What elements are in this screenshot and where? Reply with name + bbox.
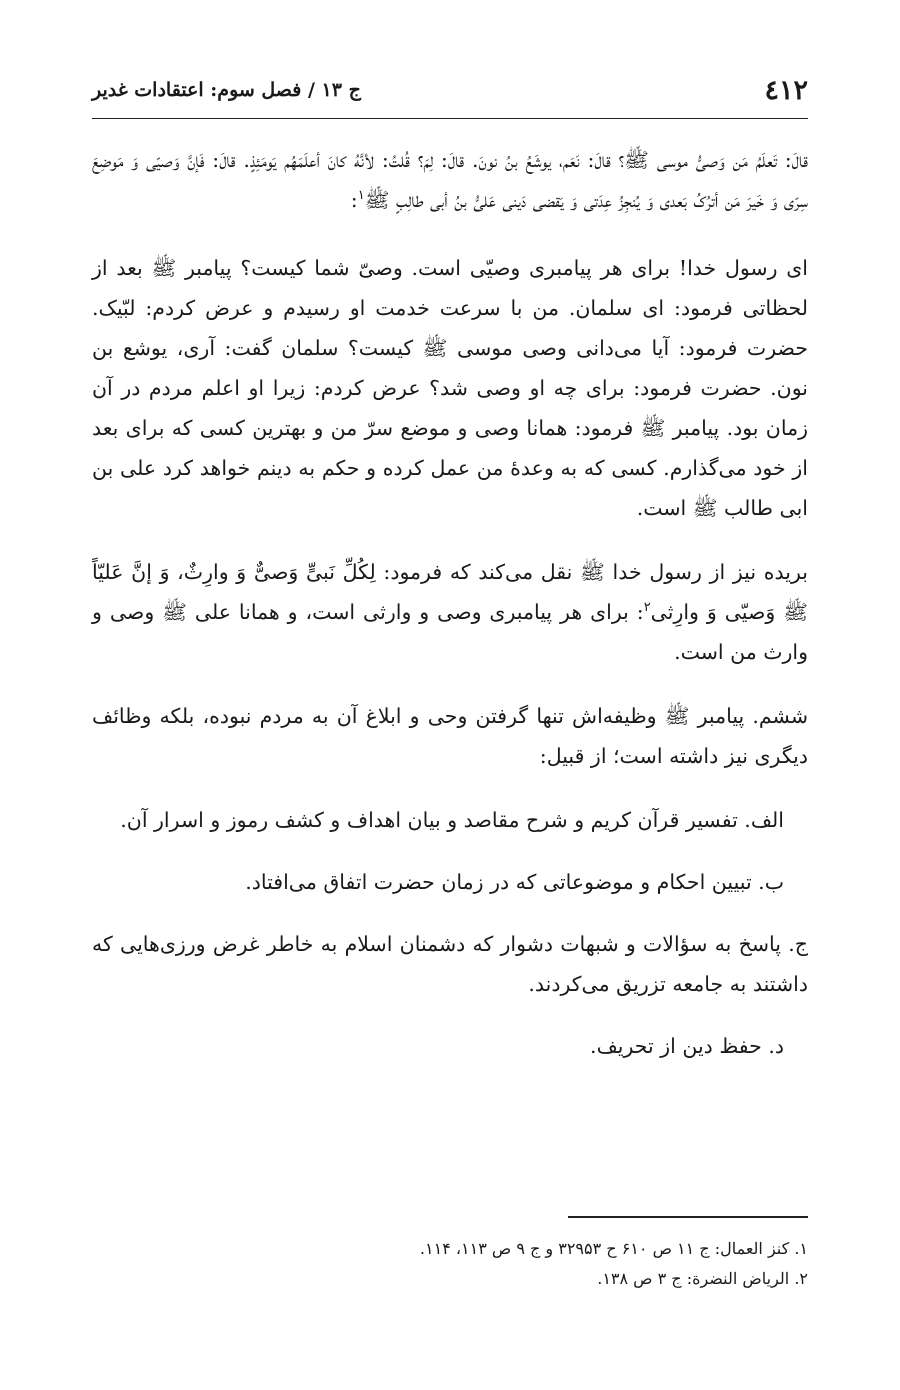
arabic-quote-text: قالَ: تَعلَمُ مَن وَصیُّ موسی ﷺ؟ قالَ: نَعَم، یوشَعُ بنُ نونَ. قالَ: لِمَ؟ قُلتُ: لأنَّهُ کانَ أعلَمَهُم یَومَئِذٍ. قالَ: فَإنَّ وَصیّی وَ مَوضِعَ سِرّی وَ خَیرَ مَن أترُکُ بَعدی وَ یُنجِزُ عِدَتی وَ یَقضی دَینی عَلیُّ بنُ أبی طالِبٍ ﷺ <box>92 148 808 212</box>
footnote-1: ۱. کنز العمال: ج ۱۱ ص ۶۱۰ ح ۳۲۹۵۳ و ج ۹ ص ۱۱۳، ۱۱۴. <box>419 1239 808 1258</box>
arabic-quote-paragraph <box>92 140 808 220</box>
list-item-dal: د. حفظ دین از تحریف. <box>590 1034 784 1058</box>
sixth-point-paragraph: ششم. پیامبر ﷺ وظیفه‌اش تنها گرفتن وحی و ابلاغ آن به مردم نبوده، بلکه وظائف دیگری نیز داشته است؛ از قبیل: <box>92 704 808 768</box>
page-header <box>92 62 808 119</box>
footnote-2: ۲. الریاض النضرة: ج ۳ ص ۱۳۸. <box>597 1269 808 1288</box>
footnotes <box>92 1234 808 1294</box>
translation-paragraph: ای رسول خدا! برای هر پیامبری وصیّی است. وصیّ شما کیست؟ پیامبر ﷺ بعد از لحظاتی فرمود: ای سلمان. من با سرعت خدمت او رسیدم و عرض کردم: لبّیک. حضرت فرمود: آیا می‌دانی وصی موسی ﷺ کیست؟ سلمان گفت: آری، یوشع بن نون. حضرت فرمود: برای چه او وصی شد؟ عرض کردم: زیرا او اعلم مردم در آن زمان بود. پیامبر ﷺ فرمود: همانا وصی و موضع سرّ من و بهترین کسی که برای بعد از خود می‌گذارم. کسی که به وعدهٔ من عمل کرده و حکم به دینم خواهد کرد علی بن ابی طالب ﷺ است. <box>92 256 808 520</box>
page-body <box>92 140 808 1088</box>
list-item-jim: ج. پاسخ به سؤالات و شبهات دشوار که دشمنان اسلام به خاطر غرض ورزی‌هایی که داشتند به جامعه تزریق می‌کردند. <box>92 932 808 996</box>
buraida-paragraph <box>92 552 808 672</box>
footnote-ref-1: ۱ <box>357 188 365 204</box>
running-title: ج ۱۳ / فصل سوم: اعتقادات غدیر <box>92 79 361 101</box>
arabic-quote-end: : <box>350 188 358 212</box>
list-item-alef: الف. تفسیر قرآن کریم و شرح مقاصد و بیان اهداف و کشف رموز و اسرار آن. <box>120 808 784 832</box>
page-number: ٤١٢ <box>764 74 808 106</box>
buraida-text-a: بریده نیز از رسول خدا ﷺ نقل می‌کند که فرمود: لِکُلِّ نَبیٍّ وَصیٌّ وَ وارِثٌ، وَ إنَّ عَلیّاً ﷺ وَصیّی وَ وارِثی <box>92 560 808 624</box>
list-item-be: ب. تبیین احکام و موضوعاتی که در زمان حضرت اتفاق می‌افتاد. <box>245 870 784 894</box>
footnote-divider <box>568 1216 808 1218</box>
footnote-ref-2: ۲ <box>643 600 651 616</box>
buraida-text-b: : برای هر پیامبری وصی و وارثی است، و همانا علی ﷺ وصی و وارث من است. <box>92 600 808 664</box>
